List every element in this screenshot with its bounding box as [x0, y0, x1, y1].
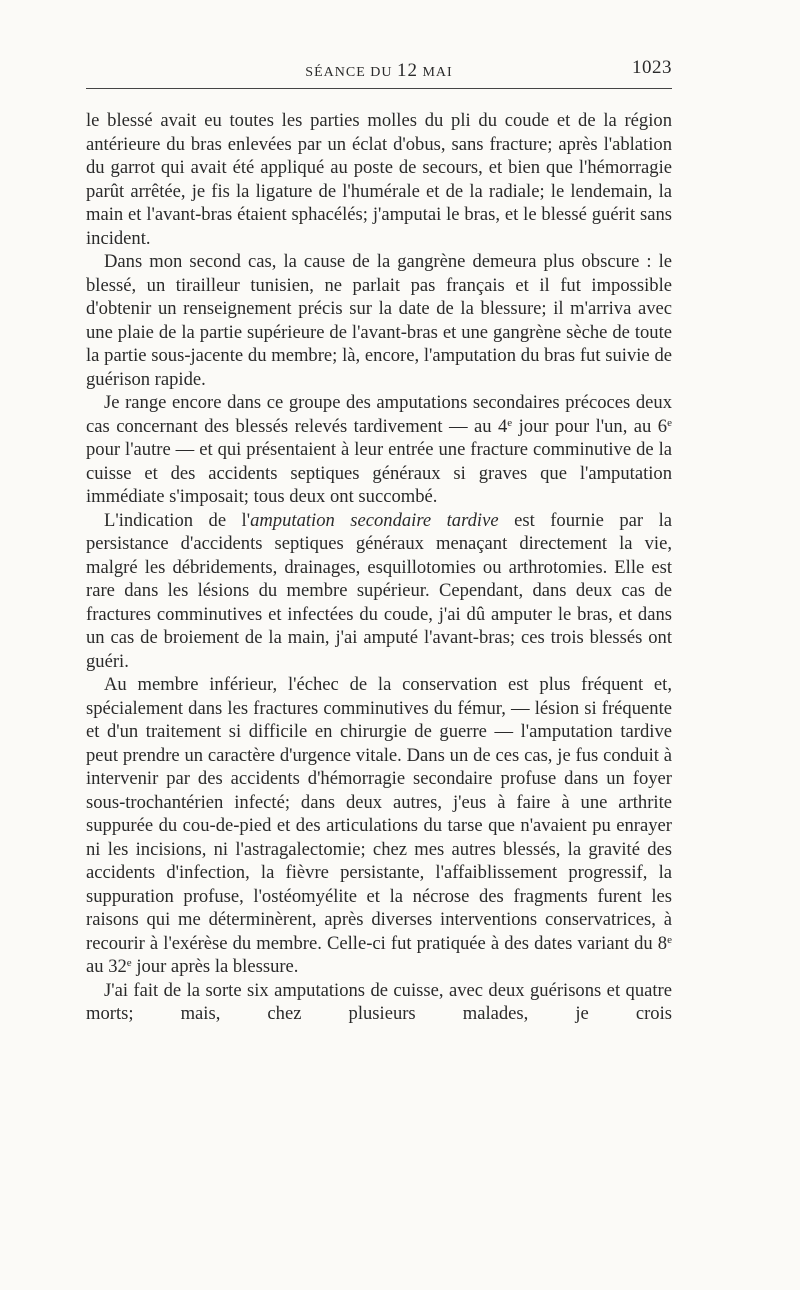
paragraph-text: Je range encore dans ce groupe des amputations secondaires précoces deux cas concernant des blessés relevés tardivement — au 4: [86, 392, 672, 437]
paragraph-text: le blessé avait eu toutes les parties molles du pli du coude et de la région antérieure du bras enlevées par un éclat d'obus, sans fracture; après l'ablation du garrot qui avait été appliqué au poste de secours, et bien que l'hémorragie parût arrêtée, je fis la ligature de l'humérale et de la radiale; le lendemain, la main et l'avant-bras étaient sphacélés; j'amputai le bras, et le blessé guérit sans incident.: [86, 110, 672, 249]
paragraph-text: J'ai fait de la sorte six amputations de cuisse, avec deux guérisons et quatre morts; mais, chez plusieurs malades, je crois: [86, 979, 672, 1024]
paragraph-2: [86, 250, 672, 391]
paragraph-6: [86, 979, 672, 1026]
paragraph-3: [86, 391, 672, 509]
ordinal-superscript: e: [667, 416, 672, 429]
italic-term: amputation secondaire tardive: [250, 509, 499, 531]
running-title-part1: SÉANCE DU: [305, 65, 397, 80]
paragraph-text: pour l'autre — et qui présentaient à leur entrée une fracture comminutive de la cuisse et des accidents septiques généraux si graves que l'amputation immédiate s'imposait; tous deux ont succombé.: [86, 439, 672, 507]
paragraph-text: L'indication de l': [104, 509, 251, 531]
paragraph-text: est fournie par la persistance d'accidents septiques généraux menaçant directement la vie, malgré les débridements, drainages, esquillotomies ou arthrotomies. Elle est rare dans les lésions du membre supérieur. Cependant, dans deux cas de fractures comminutives et infectées du coude, j'ai dû amputer le bras, et dans un cas de broiement de la main, j'ai amputé l'avant-bras; ces trois blessés ont guéri.: [86, 509, 673, 672]
paragraph-4: [86, 509, 672, 674]
running-title-part2: MAI: [417, 65, 453, 80]
running-title: [86, 60, 672, 82]
ordinal-superscript: e: [667, 933, 672, 946]
paragraph-text: jour après la blessure.: [131, 956, 299, 977]
paragraph-text: au 32: [86, 956, 127, 977]
ordinal-superscript: e: [507, 416, 513, 429]
body-text: [86, 109, 672, 1026]
paragraph-5: [86, 673, 672, 979]
paragraph-text: Au membre inférieur, l'échec de la conservation est plus fréquent et, spécialement dans les fractures comminutives du fémur, — lésion si fréquente et d'un traitement si difficile en chirurgie de guerre — l'amputation tardive peut prendre un caractère d'urgence vitale. Dans un de ces cas, je fus conduit à intervenir par des accidents d'hémorragie secondaire profuse dans un foyer sous-trochantérien infecté; dans deux autres, j'eus à faire à une arthrite suppurée du cou-de-pied et des articulations du tarse que n'avaient pu enrayer ni les incisions, ni l'astragalectomie; chez mes autres blessés, la gravité des accidents d'infection, la fièvre persistante, l'affaiblissement progressif, la suppuration profuse, l'ostéomyélite et la nécrose des fragments furent les raisons qui me déterminèrent, après diverses interventions conservatrices, à recourir à l'exérèse du membre. Celle-ci fut pratiquée à des dates variant du 8: [86, 674, 672, 954]
document-page: [86, 56, 672, 1026]
ordinal-superscript: e: [126, 957, 132, 969]
page-header: [86, 56, 672, 89]
running-title-day: 12: [396, 60, 418, 81]
page-number: 1023: [632, 57, 672, 78]
paragraph-text: jour pour l'un, au 6: [512, 415, 668, 437]
paragraph-1-continued: [86, 109, 672, 250]
paragraph-text: Dans mon second cas, la cause de la gangrène demeura plus obscure : le blessé, un tirailleur tunisien, ne parlait pas français et il fut impossible d'obtenir un renseignement précis sur la date de la blessure; il m'arriva avec une plaie de la partie supérieure de l'avant-bras et une gangrène sèche de toute la partie sous-jacente du membre; là, encore, l'amputation du bras fut suivie de guérison rapide.: [86, 251, 672, 390]
